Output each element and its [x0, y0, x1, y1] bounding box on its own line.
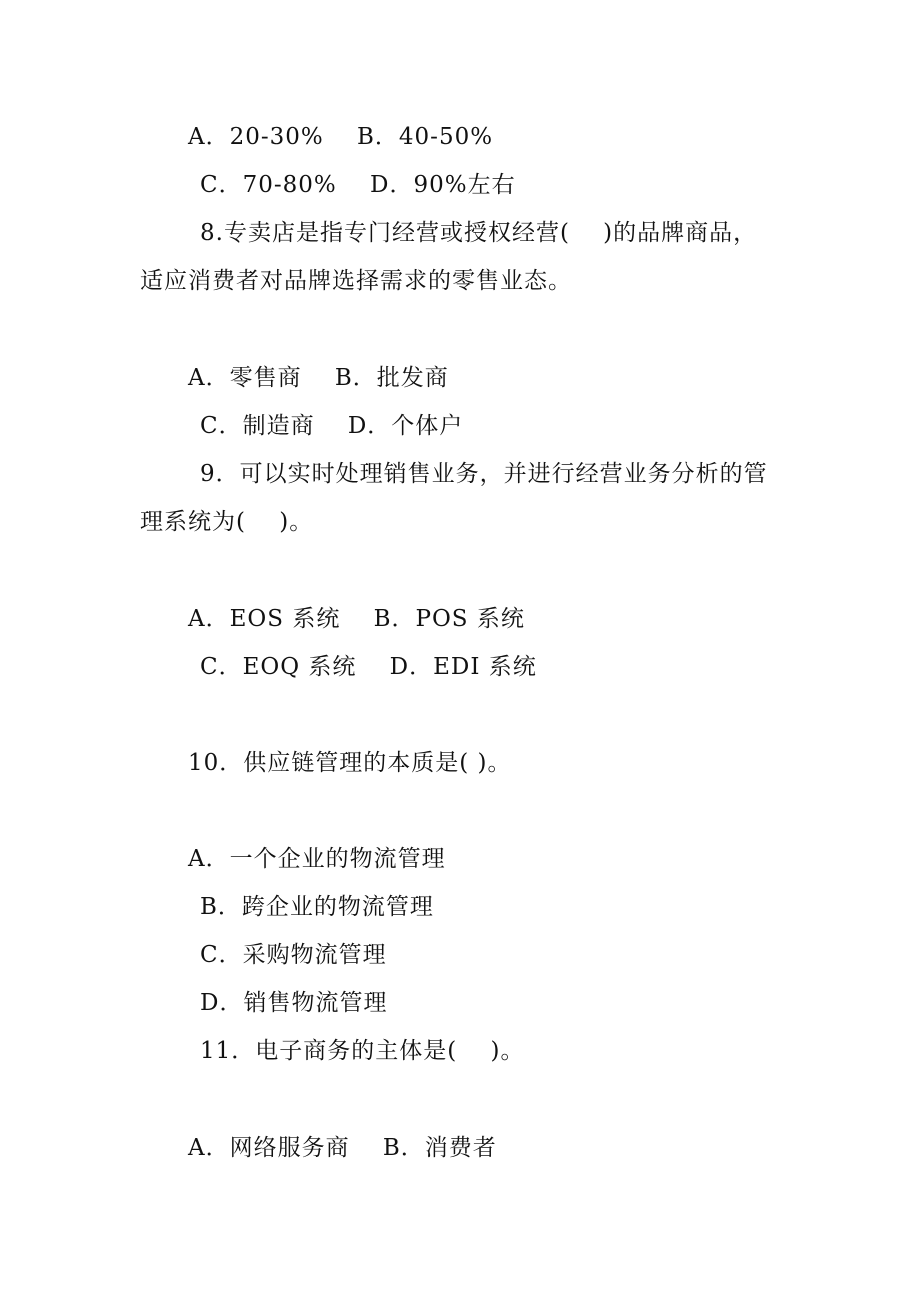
q10-option-c: C．采购物流管理 — [200, 942, 387, 968]
q8-stem-line-2: 适应消费者对品牌选择需求的零售业态。 — [140, 268, 572, 294]
q9-stem-line-1: 9．可以实时处理销售业务，并进行经营业务分析的管 — [200, 461, 768, 487]
q8-options-ab: A．零售商 B．批发商 — [188, 365, 449, 391]
q9-stem-line-2: 理系统为( )。 — [140, 509, 314, 535]
q8-stem-line-1: 8.专卖店是指专门经营或授权经营( )的品牌商品， — [200, 220, 758, 246]
q10-option-d: D．销售物流管理 — [200, 990, 388, 1016]
q8-options-cd: C．制造商 D．个体户 — [200, 413, 464, 439]
q11-options-ab: A．网络服务商 B．消费者 — [188, 1135, 497, 1161]
q10-stem: 10．供应链管理的本质是( )。 — [188, 750, 512, 776]
q9-options-cd: C．EOQ 系统 D．EDI 系统 — [200, 654, 537, 680]
q10-option-b: B．跨企业的物流管理 — [200, 894, 434, 920]
q11-stem: 11．电子商务的主体是( )。 — [200, 1038, 525, 1064]
q10-option-a: A．一个企业的物流管理 — [188, 846, 446, 872]
q7-options-ab: A．20-30% B．40-50% — [188, 124, 494, 150]
q7-options-cd: C．70-80% D．90%左右 — [200, 172, 516, 198]
q9-options-ab: A．EOS 系统 B．POS 系统 — [188, 606, 525, 632]
